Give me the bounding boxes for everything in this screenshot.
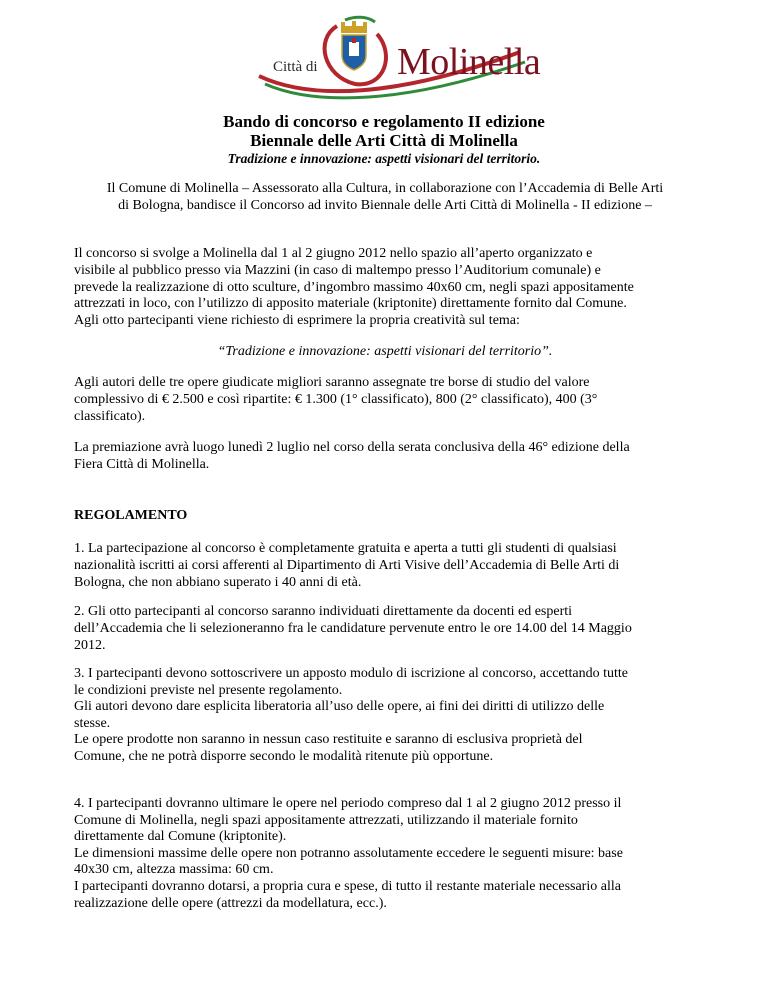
regolamento-heading: REGOLAMENTO	[74, 508, 188, 523]
city-logo	[255, 14, 541, 104]
rule-line: I partecipanti dovranno dotarsi, a propria cura e spese, di tutto il restante materiale necessario alla	[74, 878, 621, 894]
rule-line: Gli autori devono dare esplicita liberatoria all’uso delle opere, ai fini dei diritti di utilizzo delle	[74, 699, 605, 715]
paragraph-awards	[74, 440, 696, 474]
rule-line: le condizioni previste nel presente regolamento.	[74, 682, 343, 698]
rule-line: 3. I partecipanti devono sottoscrivere un apposto modulo di iscrizione al concorso, accettando tutte	[74, 666, 628, 681]
rule-line: direttamente dal Comune (kriptonite).	[74, 829, 287, 845]
paragraph-competition	[74, 246, 696, 330]
rule-line: 2012.	[74, 637, 106, 653]
rule-line: Comune di Molinella, negli spazi appositamente attrezzati, utilizzando il materiale fornito	[74, 812, 578, 828]
intro-paragraph	[74, 181, 696, 215]
rule-line: Le opere prodotte non saranno in nessun caso restituite e saranno di esclusiva proprietà del	[74, 732, 583, 748]
rule-line: 2. Gli otto partecipanti al concorso saranno individuati direttamente da docenti ed esperti	[74, 604, 573, 619]
rule-line: 1. La partecipazione al concorso è completamente gratuita e aperta a tutti gli studenti di qualsiasi	[74, 541, 617, 556]
paragraph-line: Il concorso si svolge a Molinella dal 1 al 2 giugno 2012 nello spazio all’aperto organizzato e	[74, 246, 593, 261]
document-title-line-2: Biennale delle Arti Città di Molinella	[250, 131, 518, 150]
document-title-line-1: Bando di concorso e regolamento II edizione	[223, 112, 545, 131]
intro-line: di Bologna, bandisce il Concorso ad invito Biennale delle Arti Città di Molinella - II edizione –	[118, 197, 652, 213]
document-subtitle: Tradizione e innovazione: aspetti visionari del territorio.	[227, 151, 541, 166]
paragraph-line: prevede la realizzazione di otto sculture, d’ingombro massimo 40x60 cm, negli spazi appositamente	[74, 279, 634, 295]
paragraph-line: attrezzati in loco, con l’utilizzo di apposito materiale (kriptonite) direttamente fornito dal Comune.	[74, 296, 627, 312]
rule-line: 4. I partecipanti dovranno ultimare le opere nel periodo compreso dal 1 al 2 giugno 2012 presso il	[74, 796, 622, 811]
rule-line: Bologna, che non abbiano superato i 40 anni di età.	[74, 574, 362, 590]
rule-line: 40x30 cm, altezza massima: 60 cm.	[74, 862, 274, 878]
rule-item-1	[74, 541, 696, 591]
logo-prefix: Città di	[273, 59, 318, 75]
paragraph-line: classificato).	[74, 408, 146, 424]
paragraph-line: Fiera Città di Molinella.	[74, 456, 210, 472]
logo-city-name: Molinella	[397, 41, 541, 83]
rule-line: Comune, che ne potrà disporre secondo le modalità ritenute più opportune.	[74, 748, 494, 764]
rule-item-4	[74, 796, 696, 912]
paragraph-prizes	[74, 375, 696, 425]
rule-item-3	[74, 666, 696, 766]
rule-line: stesse.	[74, 715, 111, 731]
paragraph-line: visibile al pubblico presso via Mazzini (in caso di maltempo presso l’Auditorium comunale) e	[74, 262, 601, 278]
rule-line: nazionalità iscritti ai corsi afferenti al Dipartimento di Arti Visive dell’Accademia di Belle Arti di	[74, 557, 620, 573]
rule-item-2	[74, 604, 696, 654]
rule-line: realizzazione delle opere (attrezzi da modellatura, ecc.).	[74, 895, 387, 911]
paragraph-line: Agli otto partecipanti viene richiesto di esprimere la propria creatività sul tema:	[74, 313, 520, 329]
theme-quote: “Tradizione e innovazione: aspetti visionari del territorio”.	[217, 344, 553, 359]
paragraph-line: complessivo di € 2.500 e così ripartite: € 1.300 (1° classificato), 800 (2° classificato), 400 (3°	[74, 391, 598, 407]
intro-line: Il Comune di Molinella – Assessorato alla Cultura, in collaborazione con l’Accademia di Belle Arti	[106, 181, 664, 196]
paragraph-line: La premiazione avrà luogo lunedì 2 luglio nel corso della serata conclusiva della 46° edizione della	[74, 440, 630, 455]
rule-line: Le dimensioni massime delle opere non potranno assolutamente eccedere le seguenti misure: base	[74, 845, 623, 861]
rule-line: dell’Accademia che li selezioneranno fra le candidature pervenute entro le ore 14.00 del 14 Maggio	[74, 620, 632, 636]
paragraph-line: Agli autori delle tre opere giudicate migliori saranno assegnate tre borse di studio del valore	[74, 375, 590, 390]
